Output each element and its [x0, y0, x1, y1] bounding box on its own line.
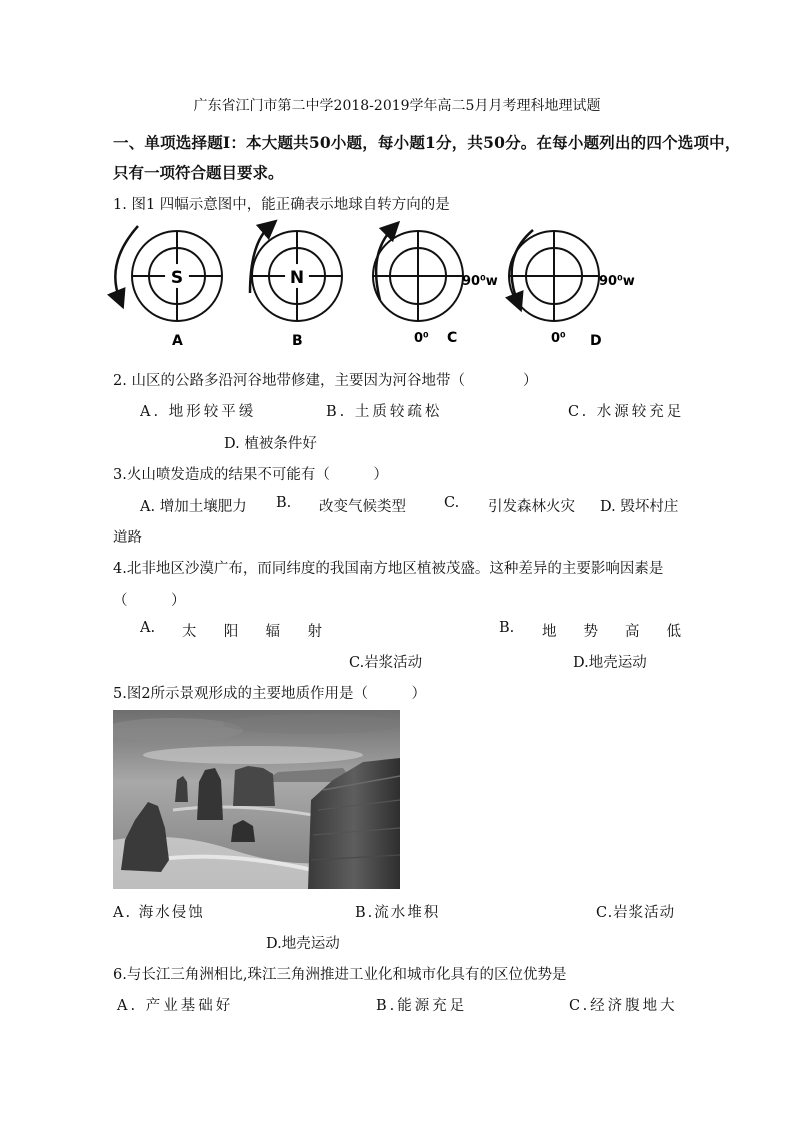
q3-option-b-letter: B.	[276, 495, 292, 511]
q5-stem: 5.图2所示景观形成的主要地质作用是（ ）	[113, 686, 427, 702]
figure-1-earth-rotation	[100, 218, 660, 353]
q2-option-c: C. 水源较充足	[568, 404, 685, 420]
q3-option-c-letter: C.	[444, 495, 460, 511]
q3-option-c: 引发森林火灾	[488, 499, 575, 515]
page-title: 广东省江门市第二中学2018-2019学年高二5月月考理科地理试题	[193, 98, 601, 114]
q2-option-b: B. 土质较疏松	[326, 404, 443, 420]
q5-option-b: B.流水堆积	[355, 905, 441, 921]
q4-option-b-letter: B.	[499, 620, 515, 636]
rotation-arrow-d	[512, 230, 533, 303]
q6-option-c: C.经济腹地大	[569, 998, 678, 1014]
q5-option-d: D.地壳运动	[266, 936, 340, 952]
q3-option-d: D. 毁坏村庄	[600, 499, 679, 515]
q2-option-a: A. 地形较平缓	[140, 404, 257, 420]
q2-option-d: D. 植被条件好	[224, 436, 317, 452]
q3-option-d-cont: 道路	[113, 530, 142, 546]
q3-stem: 3.火山喷发造成的结果不可能有（ ）	[113, 467, 388, 483]
q6-option-a: A. 产业基础好	[117, 998, 234, 1014]
q4-option-a: 太 阳 辐 射	[182, 624, 322, 640]
south-pole-label: S	[170, 268, 184, 288]
zero-label-c: 0⁰	[414, 331, 429, 346]
q4-option-d: D.地壳运动	[573, 655, 647, 671]
diagram-b	[250, 226, 342, 321]
q4-option-a-letter: A.	[140, 620, 156, 636]
label-a: A	[172, 333, 183, 349]
q3-option-a: A. 增加土壤肥力	[140, 499, 247, 515]
q6-option-b: B.能源充足	[376, 998, 468, 1014]
label-c: C	[447, 330, 458, 346]
q3-option-b: 改变气候类型	[319, 499, 406, 515]
q4-paren: （ ）	[113, 593, 186, 609]
figure-2-coastal-sea-stacks	[113, 710, 400, 889]
q4-option-b: 地 势 高 低	[542, 624, 681, 640]
diagram-d	[509, 230, 635, 346]
q4-stem: 4.北非地区沙漠广布，而同纬度的我国南方地区植被茂盛。这种差异的主要影响因素是	[113, 561, 664, 577]
q5-option-c: C.岩浆活动	[596, 905, 676, 921]
section-heading-cont: 只有一项符合题目要求。	[113, 163, 284, 182]
q2-stem: 2. 山区的公路多沿河谷地带修建，主要因为河谷地带（ ）	[113, 373, 538, 389]
q1-stem: 1. 图1 四幅示意图中，能正确表示地球自转方向的是	[113, 197, 450, 213]
label-b: B	[292, 333, 303, 349]
q4-option-c: C.岩浆活动	[349, 655, 423, 671]
zero-label-d: 0⁰	[551, 331, 566, 346]
section-heading: 一、单项选择题I：本大题共50小题，每小题1分，共50分。在每小题列出的四个选项中，	[113, 133, 741, 152]
q6-stem: 6.与长江三角洲相比,珠江三角洲推进工业化和城市化具有的区位优势是	[113, 967, 567, 983]
label-d: D	[590, 333, 602, 349]
q5-option-a: A. 海水侵蚀	[113, 905, 205, 921]
lon-label-d: 90⁰w	[599, 274, 635, 289]
rotation-arrow-c	[376, 228, 393, 300]
diagram-c	[373, 228, 498, 346]
lon-label-c: 90⁰w	[462, 274, 498, 289]
north-pole-label: N	[289, 268, 305, 288]
diagram-a	[115, 226, 222, 321]
